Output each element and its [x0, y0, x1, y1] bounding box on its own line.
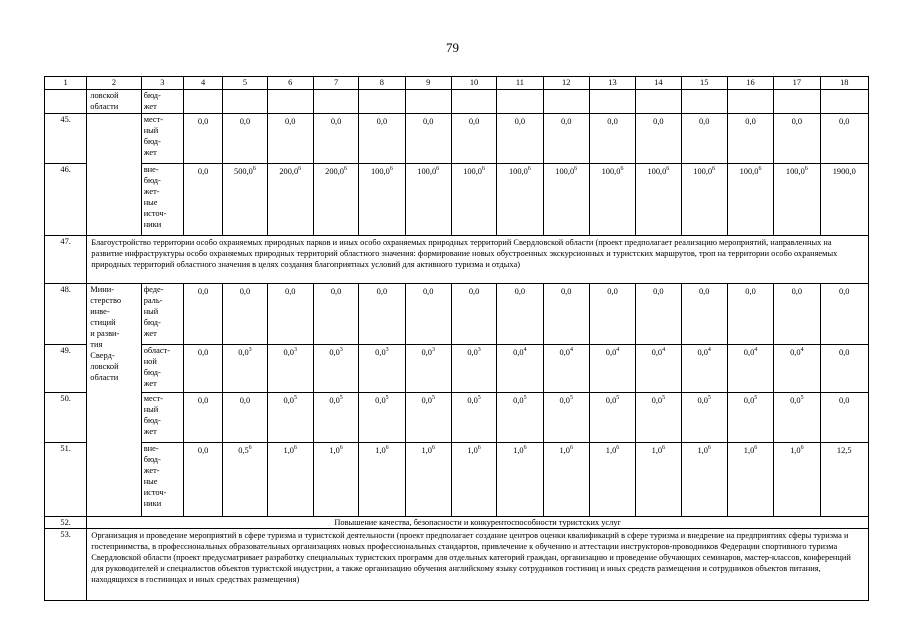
value-text: 0,0 — [559, 348, 570, 357]
footnote-marker: 6 — [569, 445, 573, 452]
value-cell — [820, 345, 868, 393]
value-text: 0,0 — [698, 117, 710, 126]
column-header: 16 — [727, 77, 773, 90]
value-text: 12,5 — [836, 446, 852, 455]
row-number-cell: 50. — [45, 393, 87, 443]
value-cell — [636, 393, 681, 443]
footnote-marker: 5 — [385, 395, 389, 402]
footnote-marker: 5 — [477, 395, 481, 402]
value-cell — [636, 443, 681, 517]
value-text: 0,0 — [422, 117, 434, 126]
footnote-marker: 6 — [252, 166, 256, 173]
value-cell — [727, 393, 773, 443]
value-cell — [636, 284, 681, 345]
value-cell — [313, 345, 358, 393]
column-header: 11 — [497, 77, 543, 90]
value-text: 100,0 — [370, 167, 390, 176]
value-cell — [589, 345, 635, 393]
funding-source-cell: бюд- жет — [141, 90, 183, 114]
value-text: 0,0 — [197, 446, 209, 455]
value-text: 0,0 — [651, 348, 663, 357]
value-text: 0,0 — [330, 117, 342, 126]
column-header: 12 — [543, 77, 589, 90]
value-text: 0,0 — [839, 348, 850, 357]
value-cell — [589, 164, 635, 236]
row-number-cell — [45, 90, 87, 114]
column-header: 17 — [774, 77, 820, 90]
footnote-marker: 6 — [574, 166, 578, 173]
value-text: 0,0 — [197, 287, 209, 296]
footnote-marker: 6 — [523, 445, 527, 452]
value-text: 0,0 — [791, 117, 803, 126]
value-cell — [681, 345, 727, 393]
footnote-marker: 5 — [523, 395, 527, 402]
value-text: 0,0 — [653, 287, 664, 296]
value-text: 0,0 — [376, 117, 388, 126]
value-text: 1,0 — [743, 446, 755, 455]
value-text: 1,0 — [467, 446, 478, 455]
value-cell — [359, 114, 405, 164]
value-cell — [636, 114, 681, 164]
value-text: 0,0 — [283, 396, 294, 405]
footnote-marker: 3 — [477, 347, 481, 354]
table-header-row — [45, 77, 869, 90]
value-text: 200,0 — [279, 167, 299, 176]
column-header: 6 — [267, 77, 313, 90]
value-cell — [223, 164, 267, 236]
value-cell — [183, 393, 222, 443]
footnote-marker: 6 — [527, 166, 531, 173]
value-cell — [543, 284, 589, 345]
value-cell — [359, 345, 405, 393]
value-text: 0,0 — [743, 348, 755, 357]
value-text: 0,0 — [375, 348, 386, 357]
page-number: 79 — [446, 40, 459, 55]
row-number-cell: 49. — [45, 345, 87, 393]
value-cell — [497, 284, 543, 345]
footnote-marker: 4 — [616, 347, 620, 354]
row-number-cell: 45. — [45, 114, 87, 164]
value-cell — [183, 443, 222, 517]
value-cell — [267, 164, 313, 236]
value-text: 0,0 — [376, 287, 388, 296]
footnote-marker: 6 — [616, 445, 620, 452]
footnote-marker: 4 — [754, 347, 758, 354]
value-text: 100,0 — [555, 167, 575, 176]
footnote-marker: 6 — [248, 445, 252, 452]
value-cell — [727, 345, 773, 393]
footnote-marker: 6 — [385, 445, 389, 452]
value-cell — [820, 393, 868, 443]
value-text: 0,0 — [605, 348, 617, 357]
value-cell — [451, 284, 496, 345]
value-text: 100,0 — [463, 167, 482, 176]
value-text: 1,0 — [697, 446, 708, 455]
footnote-marker: 4 — [569, 347, 573, 354]
value-cell — [681, 164, 727, 236]
value-cell — [636, 164, 681, 236]
value-text: 0,0 — [421, 348, 432, 357]
value-cell — [183, 345, 222, 393]
funding-source-cell: област- ной бюд- жет — [141, 345, 183, 393]
column-header: 14 — [636, 77, 681, 90]
footnote-marker: 6 — [662, 445, 666, 452]
value-cell — [774, 164, 820, 236]
value-text: 100,0 — [417, 167, 437, 176]
value-text: 0,0 — [697, 348, 708, 357]
value-text: 0,0 — [790, 396, 801, 405]
footnote-marker: 5 — [431, 395, 435, 402]
row-number-cell: 46. — [45, 164, 87, 236]
value-text: 0,0 — [745, 287, 756, 296]
value-cell — [451, 345, 496, 393]
footnote-marker: 6 — [339, 445, 343, 452]
column-header: 8 — [359, 77, 405, 90]
row-number-cell: 52. — [45, 517, 87, 529]
value-cell — [405, 393, 451, 443]
value-cell — [681, 393, 727, 443]
value-cell — [727, 443, 773, 517]
value-cell — [451, 164, 496, 236]
value-cell — [405, 284, 451, 345]
value-cell — [820, 114, 868, 164]
value-text: 1,0 — [651, 446, 663, 455]
footnote-marker: 6 — [389, 166, 393, 173]
value-text: 0,0 — [468, 117, 480, 126]
value-text: 1900,0 — [832, 167, 856, 176]
value-cell — [223, 284, 267, 345]
value-cell — [223, 114, 267, 164]
column-header: 2 — [87, 77, 141, 90]
value-cell — [223, 345, 267, 393]
value-cell — [681, 114, 727, 164]
value-cell — [451, 393, 496, 443]
footnote-marker: 6 — [436, 166, 440, 173]
column-header: 18 — [820, 77, 868, 90]
footnote-marker: 6 — [343, 166, 347, 173]
value-cell — [267, 345, 313, 393]
value-cell — [359, 164, 405, 236]
footnote-marker: 3 — [385, 347, 389, 354]
column-header: 1 — [45, 77, 87, 90]
column-header: 3 — [141, 77, 183, 90]
footnote-marker: 4 — [707, 347, 711, 354]
column-header: 5 — [223, 77, 267, 90]
value-text: 100,0 — [739, 167, 759, 176]
value-text: 100,0 — [785, 167, 805, 176]
value-text: 0,0 — [791, 287, 803, 296]
value-text: 0,0 — [839, 396, 850, 405]
footnote-marker: 6 — [758, 166, 762, 173]
table-row-50 — [45, 393, 869, 443]
value-cell — [543, 443, 589, 517]
value-text: 100,0 — [693, 167, 713, 176]
value-cell — [313, 114, 358, 164]
value-cell — [681, 284, 727, 345]
value-text: 0,0 — [697, 396, 708, 405]
table-row-51 — [45, 443, 869, 517]
project-description-cell: Организация и проведение мероприятий в сфере туризма и туристской деятельности (проект предполагает создание центров оценки квалификаций в сфере туризма и внедрение на предприятиях сферы туризма и гостеприимства, в профессиональных образовательных организациях новых профессиональных стандартов, привлечение к обучению и аттестации инструкторов-проводников Федерации спортивного туризма Свердловской области (проект предусматривает разработку специальных туристских программ для отдельных категорий граждан, организацию и проведение обучающих семинаров, мастер-классов, конференций для руководителей и специалистов объектов туристской индустрии, а также организацию обучения английскому языку сотрудников гостиниц и иных средств размещения и сотрудников объектов питания, находящихся в гостиницах и иных средствах размещения) — [87, 529, 869, 601]
value-cell — [497, 393, 543, 443]
footnote-marker: 5 — [754, 395, 758, 402]
value-cell — [589, 114, 635, 164]
footnote-marker: 3 — [431, 347, 435, 354]
section-heading-cell: Повышение качества, безопасности и конкурентоспособности туристских услуг — [87, 517, 869, 529]
value-cell — [183, 164, 222, 236]
value-cell — [774, 443, 820, 517]
footnote-marker: 6 — [804, 166, 808, 173]
footnote-marker: 6 — [707, 445, 711, 452]
value-text: 100,0 — [508, 167, 528, 176]
value-text: 0,0 — [514, 287, 526, 296]
footnote-marker: 6 — [712, 166, 716, 173]
project-description-cell: Благоустройство территории особо охраняемых природных парков и иных особо охраняемых природных территорий Свердловской области (проект предполагает реализацию мероприятий, направленных на развитие инфраструктуры особо охраняемых природных территорий областного значения: формирование новых обустроенных экскурсионных и туристских маршрутов, троп на территории особо охраняемых природных территорий областного значения в целях создания благоприятных условий для активного туризма и отдыха) — [87, 236, 869, 284]
value-cell — [774, 393, 820, 443]
value-text: 0,0 — [283, 348, 294, 357]
footnote-marker: 6 — [800, 445, 804, 452]
value-text: 0,0 — [607, 287, 618, 296]
row-number-cell: 51. — [45, 443, 87, 517]
row-number-cell: 53. — [45, 529, 87, 601]
value-cell — [183, 284, 222, 345]
value-cell — [405, 164, 451, 236]
footnote-marker: 4 — [800, 347, 804, 354]
value-text: 0,0 — [468, 287, 480, 296]
value-cell — [681, 443, 727, 517]
value-cell — [313, 393, 358, 443]
value-cell — [589, 284, 635, 345]
table-row-46 — [45, 164, 869, 236]
value-cell — [774, 114, 820, 164]
footnote-marker: 6 — [754, 445, 758, 452]
value-text: 0,0 — [513, 396, 524, 405]
value-text: 0,0 — [239, 396, 251, 405]
footnote-marker: 3 — [293, 347, 297, 354]
value-text: 0,0 — [698, 287, 710, 296]
value-text: 0,0 — [839, 287, 850, 296]
footnote-marker: 6 — [431, 445, 435, 452]
value-cell — [267, 443, 313, 517]
footnote-marker: 5 — [569, 395, 573, 402]
value-cell — [359, 393, 405, 443]
value-cell — [543, 114, 589, 164]
value-text: 0,0 — [559, 396, 570, 405]
column-header: 15 — [681, 77, 727, 90]
value-cell — [543, 345, 589, 393]
value-cell — [267, 114, 313, 164]
column-header: 4 — [183, 77, 222, 90]
value-cell — [497, 164, 543, 236]
value-cell — [359, 443, 405, 517]
value-cell — [183, 114, 222, 164]
value-cell — [727, 284, 773, 345]
value-text: 0,0 — [375, 396, 386, 405]
value-text: 0,0 — [330, 287, 342, 296]
table-row-53 — [45, 529, 869, 601]
value-text: 1,0 — [790, 446, 801, 455]
row-number-cell: 47. — [45, 236, 87, 284]
footnote-marker: 5 — [800, 395, 804, 402]
value-text: 0,0 — [560, 287, 572, 296]
value-text: 100,0 — [601, 167, 621, 176]
column-header: 13 — [589, 77, 635, 90]
value-cell — [313, 284, 358, 345]
value-text: 0,0 — [467, 396, 478, 405]
value-text: 0,0 — [197, 396, 209, 405]
footnote-marker: 3 — [339, 347, 343, 354]
value-text: 0,0 — [422, 287, 434, 296]
value-text: 0,0 — [239, 117, 251, 126]
value-cell — [313, 443, 358, 517]
value-text: 0,0 — [197, 167, 209, 176]
value-text: 1,0 — [559, 446, 570, 455]
value-cell — [223, 393, 267, 443]
value-text: 0,0 — [285, 117, 296, 126]
value-cell — [820, 443, 868, 517]
value-text: 0,0 — [513, 348, 524, 357]
value-text: 0,0 — [467, 348, 478, 357]
value-text: 0,0 — [329, 396, 340, 405]
row-number-cell: 48. — [45, 284, 87, 345]
value-text: 0,0 — [560, 117, 572, 126]
value-cell — [820, 284, 868, 345]
value-cell — [405, 114, 451, 164]
value-text: 0,0 — [653, 117, 664, 126]
footnote-marker: 6 — [620, 166, 624, 173]
column-header: 10 — [451, 77, 496, 90]
value-text: 0,0 — [790, 348, 801, 357]
value-text: 500,0 — [234, 167, 253, 176]
value-text: 1,0 — [329, 446, 340, 455]
value-cell — [589, 393, 635, 443]
table-row-48 — [45, 284, 869, 345]
value-text: 1,0 — [283, 446, 294, 455]
value-text: 200,0 — [325, 167, 344, 176]
value-text: 0,0 — [651, 396, 663, 405]
value-text: 0,0 — [238, 348, 249, 357]
value-cell — [589, 443, 635, 517]
executor-cell: ловской области — [87, 90, 141, 114]
value-cell — [727, 164, 773, 236]
footnote-marker: 4 — [662, 347, 666, 354]
value-cell — [497, 345, 543, 393]
value-text: 1,0 — [375, 446, 386, 455]
value-text: 0,0 — [514, 117, 526, 126]
value-cell — [774, 345, 820, 393]
funding-source-cell: мест- ный бюд- жет — [141, 114, 183, 164]
value-text: 100,0 — [647, 167, 667, 176]
value-text: 1,0 — [605, 446, 617, 455]
value-text: 0,5 — [238, 446, 249, 455]
value-cell — [405, 443, 451, 517]
value-cell — [359, 284, 405, 345]
value-text: 1,0 — [513, 446, 524, 455]
column-header: 9 — [405, 77, 451, 90]
table-row-continuation — [45, 90, 869, 114]
value-text: 0,0 — [745, 117, 756, 126]
value-cell — [774, 284, 820, 345]
funding-source-cell: вне- бюд- жет- ные источ- ники — [141, 164, 183, 236]
value-cell — [267, 393, 313, 443]
table-row-45 — [45, 114, 869, 164]
value-cell — [451, 443, 496, 517]
funding-source-cell: вне- бюд- жет- ные источ- ники — [141, 443, 183, 517]
executor-cell — [87, 114, 141, 236]
footnote-marker: 5 — [339, 395, 343, 402]
value-cell — [727, 114, 773, 164]
footnote-marker: 5 — [616, 395, 620, 402]
footnote-marker: 3 — [248, 347, 252, 354]
footnote-marker: 6 — [298, 166, 302, 173]
table-row-52 — [45, 517, 869, 529]
footnote-marker: 6 — [293, 445, 297, 452]
value-cell — [313, 164, 358, 236]
table-row-49 — [45, 345, 869, 393]
value-cell — [405, 345, 451, 393]
value-cell — [451, 114, 496, 164]
footnote-marker: 4 — [523, 347, 527, 354]
value-cell — [267, 284, 313, 345]
table-row-47 — [45, 236, 869, 284]
value-text: 0,0 — [421, 396, 432, 405]
footnote-marker: 5 — [707, 395, 711, 402]
value-text: 0,0 — [839, 117, 850, 126]
value-text: 0,0 — [285, 287, 296, 296]
value-text: 0,0 — [197, 117, 209, 126]
value-cell — [543, 393, 589, 443]
value-text: 0,0 — [607, 117, 618, 126]
value-cell — [543, 164, 589, 236]
footnote-marker: 5 — [293, 395, 297, 402]
value-text: 0,0 — [743, 396, 755, 405]
footnote-marker: 5 — [662, 395, 666, 402]
value-cell — [497, 114, 543, 164]
value-text: 0,0 — [605, 396, 617, 405]
footnote-marker: 6 — [477, 445, 481, 452]
value-text: 0,0 — [197, 348, 209, 357]
column-header: 7 — [313, 77, 358, 90]
footnote-marker: 6 — [666, 166, 670, 173]
value-text: 1,0 — [421, 446, 432, 455]
value-cell — [497, 443, 543, 517]
funding-source-cell: мест- ный бюд- жет — [141, 393, 183, 443]
value-cell — [223, 443, 267, 517]
budget-table — [44, 76, 869, 601]
ministry-executor-cell: Мини- стерство инве- стиций и разви- тия Сверд- ловской области — [87, 284, 141, 517]
value-text: 0,0 — [239, 287, 251, 296]
value-text: 0,0 — [329, 348, 340, 357]
funding-source-cell: феде- раль- ный бюд- жет — [141, 284, 183, 345]
footnote-marker: 6 — [481, 166, 485, 173]
value-cell — [820, 164, 868, 236]
value-cell — [636, 345, 681, 393]
